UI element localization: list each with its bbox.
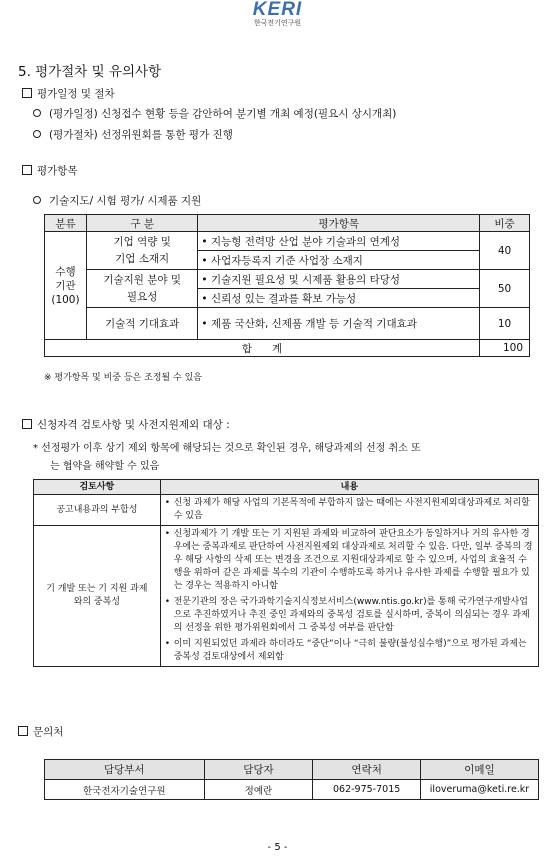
header-department: 담당부서 [45,760,205,780]
criteria-item: • 사업자등록지 기준 사업장 소재지 [198,251,480,270]
criteria-item: • 지능형 전력망 산업 분야 기술과의 연계성 [198,232,480,251]
header-criteria: 평가항목 [198,215,480,232]
contact-person: 정예란 [204,780,313,800]
review-content [160,495,538,526]
logo-subtitle: 한국전기연구원 [253,19,302,27]
weight-value: 10 [480,308,530,340]
schedule-heading: 평가일정 및 절차 [22,86,115,101]
contact-department: 한국전자기술연구원 [45,780,205,800]
section-title: 5. 평가절차 및 유의사항 [18,64,162,80]
contact-heading: 문의처 [18,724,63,739]
criteria-note: ※ 평가항목 및 비중 등은 조정될 수 있음 [44,373,202,383]
checkbox-square-icon [22,419,32,429]
review-table [33,479,539,667]
header-review-content: 내용 [160,480,538,495]
review-content [160,526,538,667]
schedule-item-1: (평가일정) 신청접수 현황 등을 감안하여 분기별 개최 예정(필요시 상시개최) [33,106,396,121]
review-bullet: • 신청과제가 기 개발 또는 기 지원된 과제와 비교하여 판단요소가 동일하거나 거의 유사한 경우에는 중복과제로 판단하여 사전지원제외 대상과제로 처리할 수 있음. 다만, 일부 중복의 경우 해당 사항의 삭제 또는 변경을 조건으로 지원대상과제로 할 수 있으며, 사업의 효율적 수행을 위하여 같은 과제를 복수의 기관이 수행하도록 하거나 유사한 과제를 수행할 필요가 있는 경우는 적용하지 아니함 [164,529,533,591]
header-category: 분류 [45,215,87,232]
header-division: 구 분 [86,215,197,232]
criteria-item: • 기술지원 필요성 및 시제품 활용의 타당성 [198,270,480,289]
schedule-item-2: (평가절차) 선정위원회를 통한 평가 진행 [33,127,233,142]
review-label: 기 개발 또는 기 지원 과제와의 중복성 [34,526,161,667]
review-bullet: • 전문기관의 장은 국가과학기술지식정보서비스(www.ntis.go.kr)를 통해 국가연구개발사업으로 추진하였거나 추진 중인 과제와의 중복성 검토를 실시하며, 중복이 의심되는 경우 과제의 선정을 위한 평가위원회에서 그 중복성 여부를 판단함 [164,597,530,633]
group-label: 기업 역량 및 기업 소재지 [86,232,197,270]
review-heading: 신청자격 검토사항 및 사전지원제외 대상 : [22,417,230,432]
header-phone: 연락처 [313,760,421,780]
checkbox-square-icon [22,165,32,175]
checkbox-square-icon [18,726,28,736]
review-note-line2: 는 협약을 해약할 수 있음 [50,461,160,472]
circle-bullet-icon [33,196,41,204]
weight-value: 40 [480,232,530,270]
weight-value: 50 [480,270,530,308]
checkbox-square-icon [22,88,32,98]
circle-bullet-icon [33,109,41,117]
review-label: 공고내용과의 부합성 [34,495,161,526]
criteria-heading: 평가항목 [22,163,78,178]
header-email: 이메일 [421,760,539,780]
header-review-item: 검토사항 [34,480,161,495]
page-number: - 5 - [267,842,288,853]
contact-table [44,759,539,800]
group-label: 기술적 기대효과 [86,308,197,340]
group-label: 기술지원 분야 및 필요성 [86,270,197,308]
circle-bullet-icon [33,130,41,138]
header-weight: 비중 [480,215,530,232]
evaluation-criteria-table [44,214,530,357]
criteria-subheading: 기술지도/ 시험 평가/ 시제품 지원 [33,193,201,208]
header-person: 담당자 [204,760,313,780]
review-bullet: • 이미 지원되었던 과제라 하더라도 “중단”이나 “극히 불량(불성실수행)”으로 평가된 과제는 중복성 검토대상에서 제외함 [164,639,527,662]
review-note-line1: * 선정평가 이후 상기 제외 항목에 해당되는 것으로 확인된 경우, 해당과제의 선정 취소 또 [33,443,421,454]
review-bullet: • 신청 과제가 해당 사업의 기본목적에 부합하지 않는 때에는 사전지원제외대상과제로 처리할 수 있음 [164,498,530,521]
total-value: 100 [480,340,530,357]
contact-email: iloveruma@keti.re.kr [421,780,539,800]
criteria-item: • 신뢰성 있는 결과를 확보 가능성 [198,289,480,308]
contact-phone: 062-975-7015 [313,780,421,800]
criteria-item: • 제품 국산화, 신제품 개발 등 기술적 기대효과 [198,308,480,340]
keri-logo [0,0,555,28]
total-label: 합 계 [45,340,480,357]
logo-brand: KERI [252,0,303,20]
category-cell: 수행 기관 (100) [45,232,87,340]
